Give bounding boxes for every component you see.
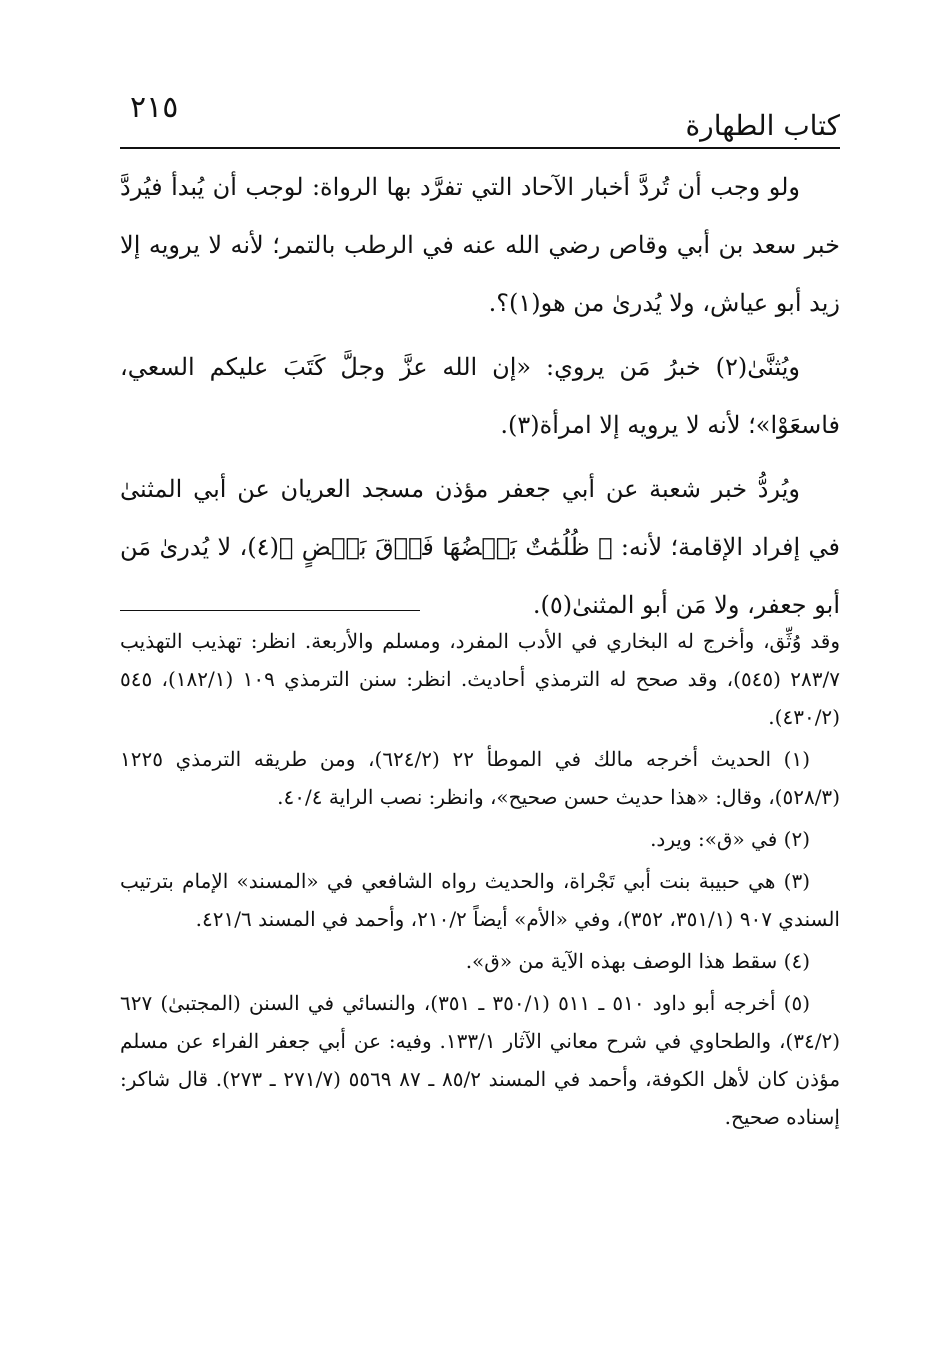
main-text [120,158,840,640]
paragraph: ويُثنَّىٰ(٢) خبرُ مَن يروي: «إن الله عزَّ وجلَّ كَتَبَ عليكم السعي، فاسعَوْا»؛ لأنه لا يرويه إلا امرأة(٣). [120,353,840,439]
book-title: كتاب الطهارة [685,109,840,142]
footnotes [120,622,840,1140]
page-number: ٢١٥ [130,90,179,125]
footnote-separator [120,610,420,611]
paragraph: ولو وجب أن تُردَّ أخبار الآحاد التي تفرَّد بها الرواة: لوجب أن يُبدأ فيُردَّ خبر سعد بن أبي وقاص رضي الله عنه في الرطب بالتمر؛ لأنه لا يرويه إلا زيد أبو عياش، ولا يُدرىٰ من هو(١)؟. [120,173,840,317]
footnote: (٥) أخرجه أبو داود ٥١٠ ـ ٥١١ (٣٥٠/١ ـ ٣٥١)، والنسائي في السنن (المجتبىٰ) ٦٢٧ (٣٤/٢)، والطحاوي في شرح معاني الآثار ١٣٣/١. وفيه: عن أبي جعفر الفراء عن مسلم مؤذن كان لأهل الكوفة، وأحمد في المسند ٨٥/٢ ـ ٨٧ ٥٥٦٩ (٢٧١/٧ ـ ٢٧٣). قال شاكر: إسناده صحيح. [120,991,841,1129]
footnote: (١) الحديث أخرجه مالك في الموطأ ٢٢ (٦٢٤/٢)، ومن طريقه الترمذي ١٢٢٥ (٥٢٨/٣)، وقال: «هذا حديث حسن صحيح»، وانظر: نصب الراية ٤٠/٤. [120,747,840,809]
paragraph: ويُردُّ خبر شعبة عن أبي جعفر مؤذن مسجد العريان عن أبي المثنىٰ في إفراد الإقامة؛ لأنه: ﴿ ظُلُمَٰتٌ بَعۡضُهَا فَوۡقَ بَعۡضٍ ﴾(٤)، لا يُدرىٰ مَن أبو جعفر، ولا مَن أبو المثنىٰ(٥). [120,475,840,619]
footnote: (٢) في «ق»: ويرد. [650,827,810,851]
footnote: (٣) هي حبيبة بنت أبي تَجْراة، والحديث رواه الشافعي في «المسند» الإمام بترتيب السندي ٩٠٧ (٣٥١/١، ٣٥٢)، وفي «الأم» أيضاً ٢١٠/٢، وأحمد في المسند ٤٢١/٦. [120,869,840,931]
book-page [120,0,840,1372]
header-rule [120,147,840,149]
running-head [120,92,840,142]
footnote-continuation: وقد وُثِّق، وأخرج له البخاري في الأدب المفرد، ومسلم والأربعة. انظر: تهذيب التهذيب ٢٨٣/٧ (٥٤٥)، وقد صحح له الترمذي أحاديث. انظر: سنن الترمذي ١٠٩ (١٨٢/١)، ٥٤٥ (٤٣٠/٢). [120,629,840,729]
footnote: (٤) سقط هذا الوصف بهذه الآية من «ق». [465,949,810,973]
